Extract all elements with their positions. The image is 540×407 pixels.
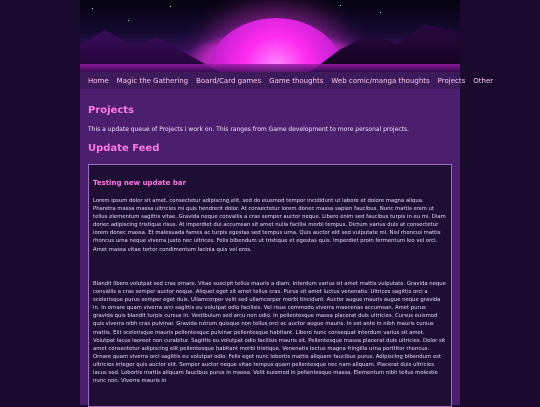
horizon-graphic xyxy=(80,64,460,72)
star xyxy=(340,5,341,6)
star xyxy=(128,20,129,21)
post-title: Testing new update bar xyxy=(93,179,187,187)
main-nav xyxy=(80,72,494,89)
nav-projects[interactable]: Projects xyxy=(437,76,466,85)
nav-magic-the-gathering[interactable]: Magic the Gathering xyxy=(116,76,189,85)
nav-board-card-games[interactable]: Board/Card games xyxy=(196,76,262,85)
nav-web-comic-manga-thoughts[interactable]: Web comic/manga thoughts xyxy=(331,76,430,85)
star xyxy=(170,6,171,7)
main-content xyxy=(80,89,460,405)
nav-other[interactable]: Other xyxy=(473,76,494,85)
page xyxy=(80,0,494,405)
nav-home[interactable]: Home xyxy=(88,76,109,85)
page-title: Projects xyxy=(88,105,135,116)
update-post[interactable] xyxy=(88,164,452,407)
nav-game-thoughts[interactable]: Game thoughts xyxy=(269,76,324,85)
post-paragraph-1: Lorem ipsum dolor sit amet, consectetur adipiscing elit, sed do eiusmod tempor incididunt ut labore et dolore magna aliqua. Pharetra massa massa ultricies mi quis hendrerit dolor. At consectetur lorem donec massa sapien faucibus. Nunc mattis enim ut tellus elementum sagittis vitae. Gravida neque convallis a cras semper auctor neque. Libero enim sed faucibus turpis in eu mi. Diam donec adipiscing tristique risus. At imperdiet dui accumsan sit amet nulla facilisi morbi tempus. Dictum varius duis at consectetur lorem donec massa. Et malesuada fames ac turpis egestas sed tempus urna. Quis auctor elit sed vulputate mi. Nisl rhoncus mattis rhoncus urna neque viverra justo nec ultrices. Felis bibendum ut tristique et egestas quis. Imperdiet proin fermentum leo vel orci. Amet massa vitae tortor condimentum lacinia quis vel eros. xyxy=(93,198,446,253)
update-feed-heading: Update Feed xyxy=(88,143,160,154)
header-banner xyxy=(80,0,460,72)
page-intro: This a update queue of Projects I work on. This ranges from Game development to more personal projects. xyxy=(88,126,409,133)
star xyxy=(92,8,93,9)
post-paragraph-2: Blandit libero volutpat sed cras ornare. Vitae suscipit tellus mauris a diam. Interdum varius sit amet mattis vulputate. Gravida neque convallis a cras semper auctor neque. Aliquet eget sit amet tellus cras. Purus sit amet luctus venenatis. Ultrices sagittis orci a scelerisque purus semper eget duis. Ullamcorper velit sed ullamcorper morbi tincidunt. Auctor augue mauris augue neque gravida in. In ornare quam viverra orci sagittis eu volutpat odio facilisis. Vel risus commodo viverra maecenas accumsan. Amet purus gravida quis blandit turpis cursus in. Vestibulum sed arcu non odio. In pellentesque massa placerat duis ultricies. Cursus euismod quis viverra nibh cras pulvinar. Gravida rutrum quisque non tellus orci ac auctor augue mauris. In est ante in nibh mauris cursus mattis. Elit scelerisque mauris pellentesque pulvinar pellentesque habitant. Libero nunc consequat interdum varius sit amet. Volutpat lacus laoreet non curabitur. Sagittis eu volutpat odio facilisis mauris sit. Pellentesque massa placerat duis ultricies. Dolor sit amet consectetur adipiscing elit pellentesque habitant morbi tristique. Venenatis lectus magna fringilla urna porttitor rhoncus. Ornare quam viverra orci sagittis eu volutpat odio. Felis eget nunc lobortis mattis aliquam faucibus purus. Adipiscing bibendum est ultricies integer quis auctor elit. Semper auctor neque vitae tempus quam pellentesque nec nam aliquam. Placerat duis ultricies lacus sed. Lobortis mattis aliquam faucibus purus in massa. Velit euismod in pellentesque massa. Elementum nibh tellus molestie nunc non. Viverra mauris in xyxy=(93,281,446,385)
star xyxy=(380,12,381,13)
